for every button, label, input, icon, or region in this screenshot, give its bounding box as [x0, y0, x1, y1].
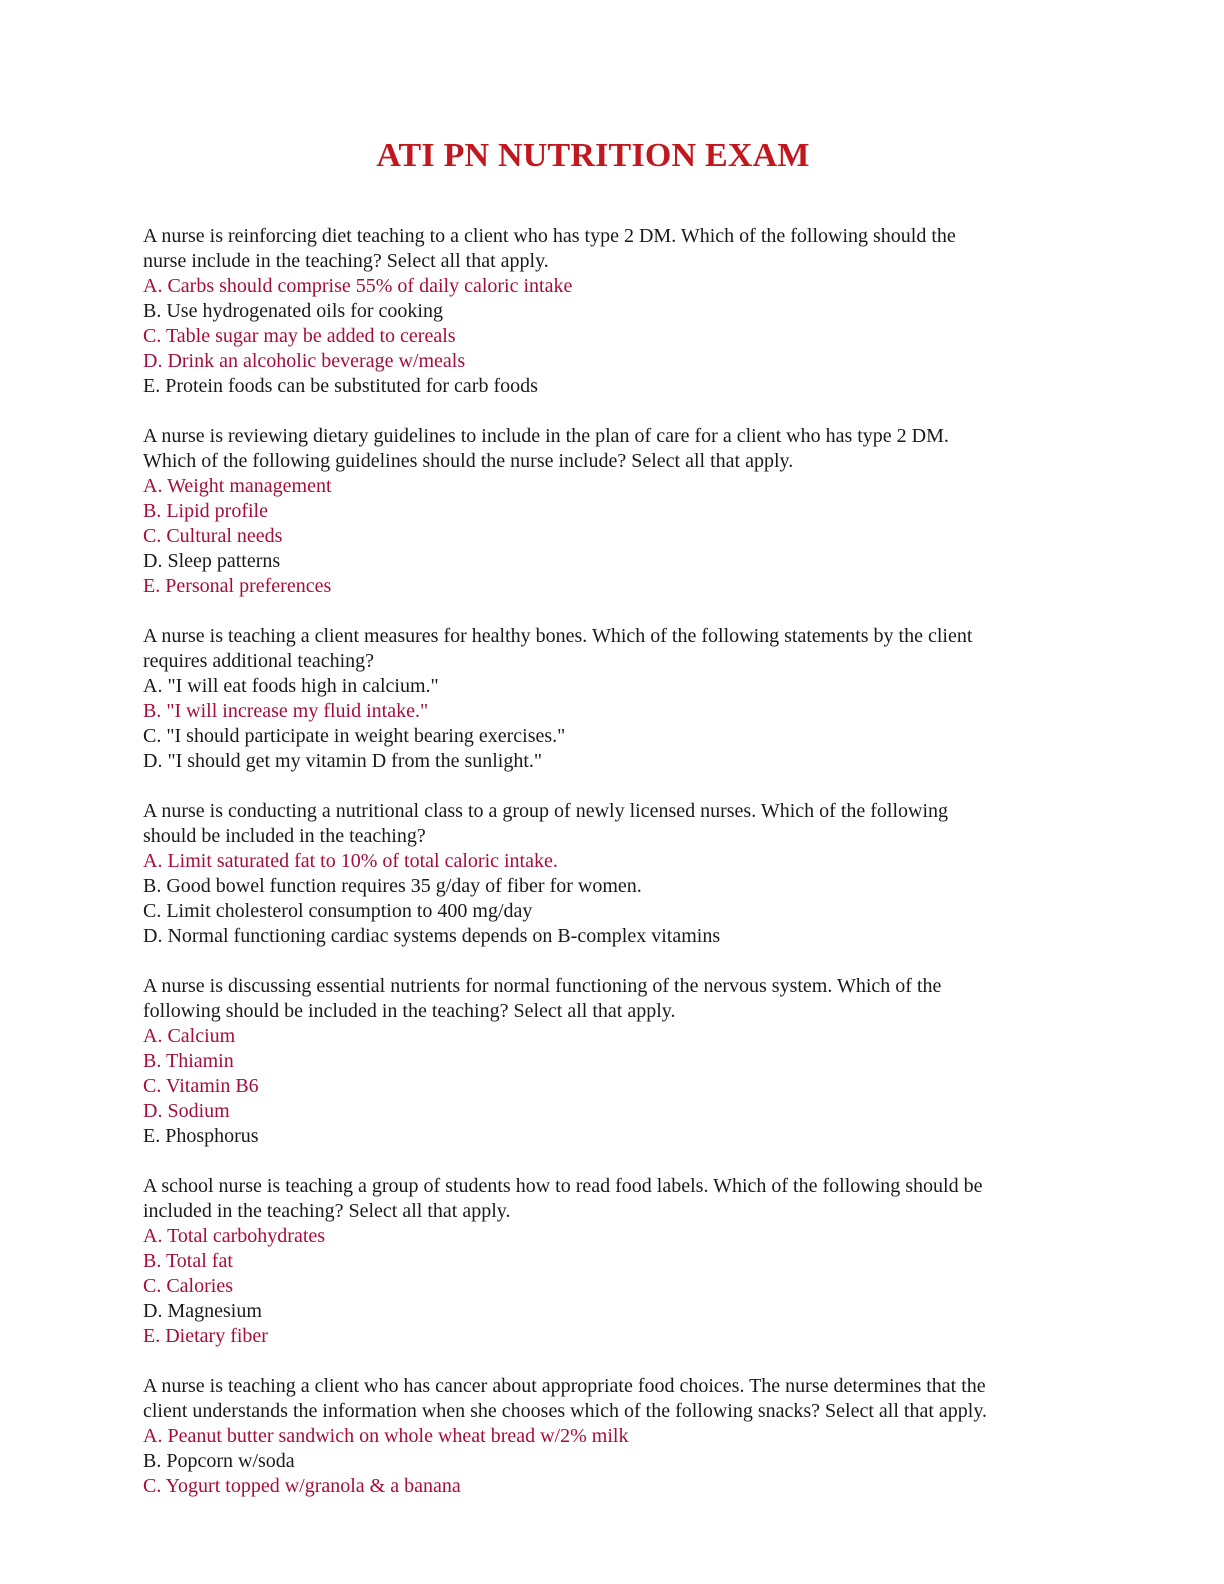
answer-option-correct: C. Vitamin B6 — [143, 1075, 259, 1097]
answer-option: D. "I should get my vitamin D from the sunlight." — [143, 750, 543, 772]
question-block — [143, 424, 1083, 599]
answer-option: B. Good bowel function requires 35 g/day of fiber for women. — [143, 875, 642, 897]
question-stem-line: A nurse is reinforcing diet teaching to a client who has type 2 DM. Which of the following should the — [143, 225, 956, 247]
answer-option-correct: E. Personal preferences — [143, 575, 332, 597]
answer-option-correct: C. Cultural needs — [143, 525, 283, 547]
exam-title: ATI PN NUTRITION EXAM — [376, 137, 810, 174]
answer-option-correct: A. Weight management — [143, 475, 332, 497]
answer-option-correct: A. Peanut butter sandwich on whole wheat bread w/2% milk — [143, 1425, 629, 1447]
question-stem-line: following should be included in the teaching? Select all that apply. — [143, 1000, 676, 1022]
answer-option-correct: A. Limit saturated fat to 10% of total caloric intake. — [143, 850, 558, 872]
answer-option-correct: B. Thiamin — [143, 1050, 234, 1072]
question-block — [143, 1374, 1083, 1499]
answer-option-correct: A. Calcium — [143, 1025, 236, 1047]
answer-option-correct: C. Calories — [143, 1275, 233, 1297]
question-block — [143, 1174, 1083, 1349]
question-stem-line: A school nurse is teaching a group of students how to read food labels. Which of the following should be — [143, 1175, 983, 1197]
answer-option-correct: C. Table sugar may be added to cereals — [143, 325, 456, 347]
answer-option: D. Sleep patterns — [143, 550, 281, 572]
question-stem-line: Which of the following guidelines should the nurse include? Select all that apply. — [143, 450, 794, 472]
question-stem-line: A nurse is discussing essential nutrients for normal functioning of the nervous system. Which of the — [143, 975, 942, 997]
question-stem-line: should be included in the teaching? — [143, 825, 426, 847]
question-stem-line: nurse include in the teaching? Select all that apply. — [143, 250, 549, 272]
question-block — [143, 974, 1083, 1149]
answer-option: C. Limit cholesterol consumption to 400 mg/day — [143, 900, 533, 922]
question-block — [143, 624, 1083, 774]
question-block — [143, 224, 1083, 399]
answer-option: D. Normal functioning cardiac systems depends on B-complex vitamins — [143, 925, 721, 947]
answer-option-correct: A. Total carbohydrates — [143, 1225, 326, 1247]
answer-option-correct: D. Drink an alcoholic beverage w/meals — [143, 350, 466, 372]
document-page — [143, 132, 1083, 1524]
question-block — [143, 799, 1083, 949]
question-stem-line: A nurse is reviewing dietary guidelines to include in the plan of care for a client who has type 2 DM. — [143, 425, 949, 447]
answer-option-correct: B. Lipid profile — [143, 500, 268, 522]
answer-option-correct: B. "I will increase my fluid intake." — [143, 700, 429, 722]
answer-option: B. Use hydrogenated oils for cooking — [143, 300, 443, 322]
question-stem-line: A nurse is teaching a client measures for healthy bones. Which of the following statements by the client — [143, 625, 973, 647]
answer-option-correct: E. Dietary fiber — [143, 1325, 268, 1347]
answer-option: A. "I will eat foods high in calcium." — [143, 675, 439, 697]
question-stem-line: client understands the information when she chooses which of the following snacks? Select all that apply. — [143, 1400, 988, 1422]
question-stem-line: requires additional teaching? — [143, 650, 375, 672]
answer-option-correct: B. Total fat — [143, 1250, 233, 1272]
answer-option: C. "I should participate in weight bearing exercises." — [143, 725, 566, 747]
answer-option: B. Popcorn w/soda — [143, 1450, 295, 1472]
question-list — [143, 224, 1083, 1499]
answer-option-correct: C. Yogurt topped w/granola & a banana — [143, 1475, 461, 1497]
answer-option: E. Protein foods can be substituted for carb foods — [143, 375, 538, 397]
answer-option: E. Phosphorus — [143, 1125, 259, 1147]
answer-option: D. Magnesium — [143, 1300, 262, 1322]
question-stem-line: included in the teaching? Select all that apply. — [143, 1200, 511, 1222]
answer-option-correct: D. Sodium — [143, 1100, 230, 1122]
question-stem-line: A nurse is teaching a client who has cancer about appropriate food choices. The nurse determines that the — [143, 1375, 986, 1397]
answer-option-correct: A. Carbs should comprise 55% of daily caloric intake — [143, 275, 573, 297]
question-stem-line: A nurse is conducting a nutritional class to a group of newly licensed nurses. Which of the following — [143, 800, 949, 822]
